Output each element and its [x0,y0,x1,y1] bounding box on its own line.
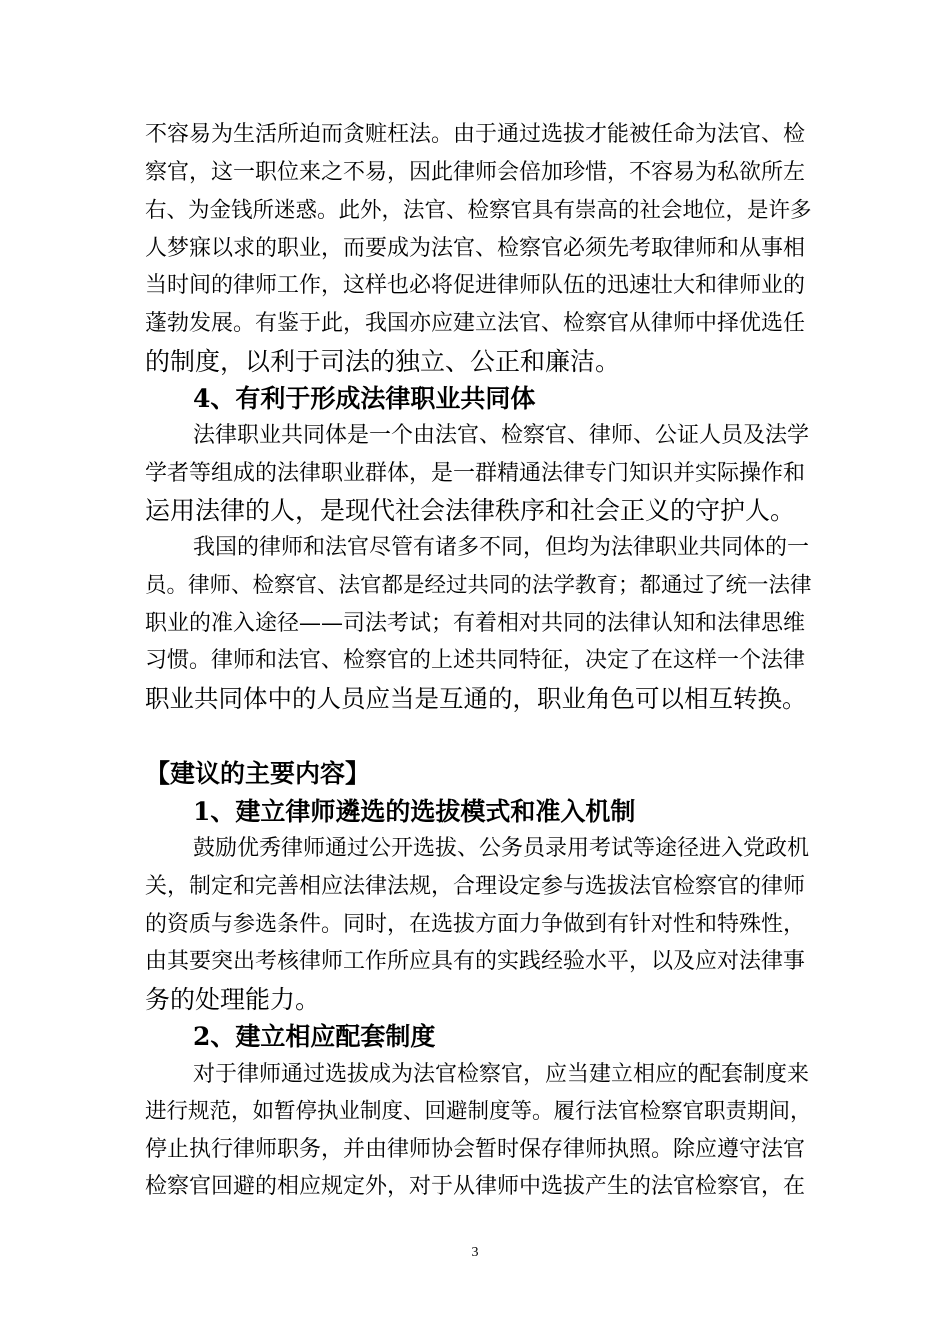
body-text-line: 停止执行律师职务，并由律师协会暂时保存律师执照。除应遵守法官 [145,1137,806,1162]
body-text-line: 人梦寐以求的职业，而要成为法官、检察官必须先考取律师和从事相 [145,236,806,261]
body-text-line: 鼓励优秀律师通过公开选拔、公务员录用考试等途径进入党政机 [193,836,810,861]
body-text-line: 法律职业共同体是一个由法官、检察官、律师、公证人员及法学 [193,423,810,448]
body-text-line: 关，制定和完善相应法律法规，合理设定参与选拔法官检察官的律师 [145,874,806,899]
body-text-line: 对于律师通过选拔成为法官检察官，应当建立相应的配套制度来 [193,1062,810,1087]
body-text-line: 右、为金钱所迷惑。此外，法官、检察官具有崇高的社会地位，是许多 [145,198,812,223]
section-heading: 2、建立相应配套制度 [193,1022,436,1051]
body-text-line: 不容易为生活所迫而贪赃枉法。由于通过选拔才能被任命为法官、检 [145,122,806,147]
body-text-line: 职业的准入途径——司法考试；有着相对共同的法律认知和法律思维 [145,611,806,636]
body-text-line: 的制度，以利于司法的独立、公正和廉洁。 [145,347,621,376]
body-text-line: 进行规范，如暂停执业制度、回避制度等。履行法官检察官职责期间， [145,1099,812,1124]
body-text-line: 学者等组成的法律职业群体，是一群精通法律专门知识并实际操作和 [145,461,806,486]
body-text-line: 我国的律师和法官尽管有诸多不同，但均为法律职业共同体的一 [193,535,810,560]
body-text-line: 察官，这一职位来之不易，因此律师会倍加珍惜，不容易为私欲所左 [145,160,806,185]
body-text-line: 当时间的律师工作，这样也必将促进律师队伍的迅速壮大和律师业的 [145,273,806,298]
section-heading: 4、有利于形成法律职业共同体 [193,384,536,413]
body-text-line: 检察官回避的相应规定外，对于从律师中选拔产生的法官检察官，在 [145,1174,806,1199]
section-heading: 1、建立律师遴选的选拔模式和准入机制 [193,797,636,826]
body-text-line: 习惯。律师和法官、检察官的上述共同特征，决定了在这样一个法律 [145,648,806,673]
body-text-line: 务的处理能力。 [145,985,321,1014]
page-number: 3 [471,1245,479,1260]
body-text-line: 职业共同体中的人员应当是互通的，职业角色可以相互转换。 [145,684,807,713]
body-text-line: 蓬勃发展。有鉴于此，我国亦应建立法官、检察官从律师中择优选任 [145,311,806,336]
body-text-line: 运用法律的人，是现代社会法律秩序和社会正义的守护人。 [145,496,796,525]
body-text-line: 员。律师、检察官、法官都是经过共同的法学教育；都通过了统一法律 [145,573,812,598]
body-text-line: 由其要突出考核律师工作所应具有的实践经验水平，以及应对法律事 [145,949,806,974]
section-title: 【建议的主要内容】 [145,759,371,788]
body-text-line: 的资质与参选条件。同时，在选拔方面力争做到有针对性和特殊性， [145,912,806,937]
